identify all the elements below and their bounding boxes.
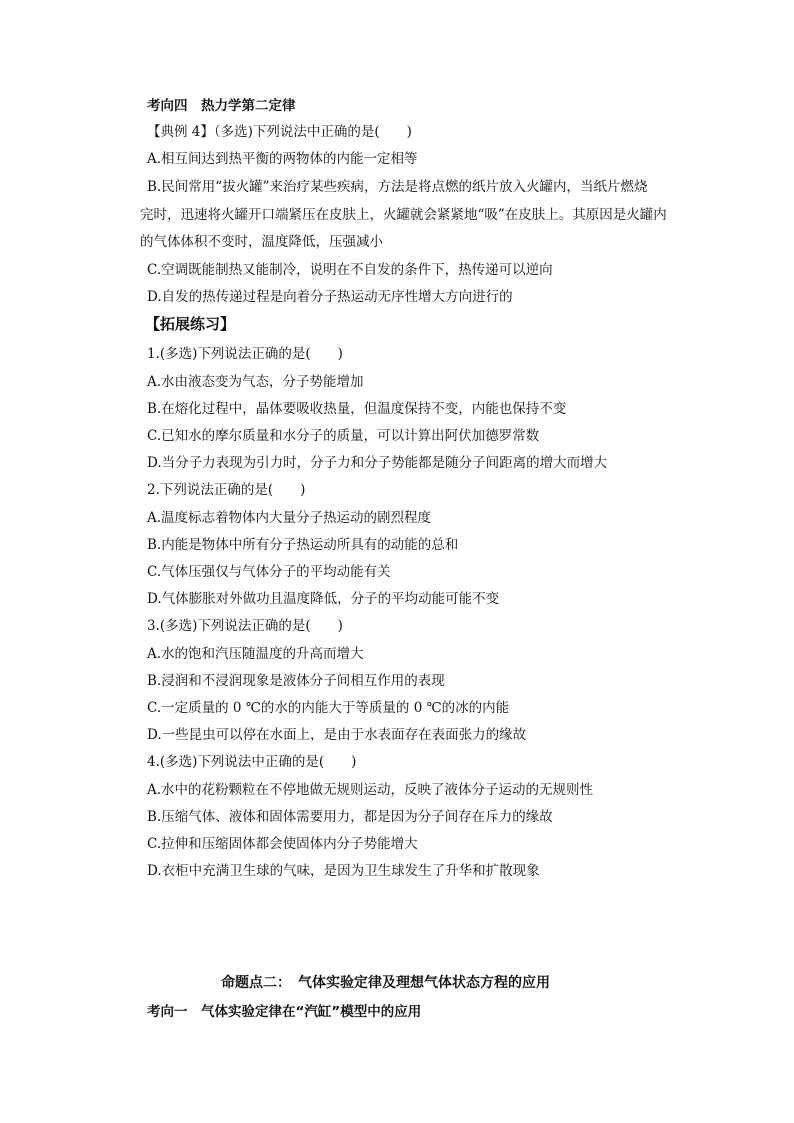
q4-option-a: A.水中的花粉颗粒在不停地做无规则运动，反映了液体分子运动的无规则性 [147, 782, 594, 798]
option-b-line-1: B.民间常用“拔火罐”来治疗某些疾病，方法是将点燃的纸片放入火罐内，当纸片燃烧 [147, 179, 648, 195]
q2-option-a: A.温度标志着物体内大量分子热运动的剧烈程度 [147, 510, 432, 526]
option-d: D.自发的热传递过程是向着分子热运动无序性增大方向进行的 [147, 289, 513, 305]
q1-option-c: C.已知水的摩尔质量和水分子的质量，可以计算出阿伏加德罗常数 [147, 428, 540, 444]
option-c: C.空调既能制热又能制冷，说明在不自发的条件下，热传递可以逆向 [147, 262, 553, 278]
option-a: A.相互间达到热平衡的两物体的内能一定相等 [147, 151, 418, 167]
q3-option-c: C.一定质量的 0 ℃的水的内能大于等质量的 0 ℃的冰的内能 [147, 700, 510, 716]
q4-option-b: B.压缩气体、液体和固体需要用力，都是因为分子间存在斥力的缘故 [147, 809, 553, 825]
q2-option-d: D.气体膨胀对外做功且温度降低，分子的平均动能可能不变 [147, 591, 500, 607]
q2-option-c: C.气体压强仅与气体分子的平均动能有关 [147, 564, 391, 580]
option-b-line-2: 完时，迅速将火罐开口端紧压在皮肤上，火罐就会紧紧地“吸”在皮肤上。其原因是火罐内 [140, 207, 667, 223]
q4-option-d: D.衣柜中充满卫生球的气味，是因为卫生球发生了升华和扩散现象 [147, 863, 540, 879]
q3-stem: 3.(多选)下列说法正确的是( ) [147, 618, 343, 634]
example-stem: 【典例 4】（多选)下列说法中正确的是( ) [147, 124, 412, 140]
section-title: 考向四 热力学第二定律 [147, 98, 296, 114]
q2-option-b: B.内能是物体中所有分子热运动所具有的动能的总和 [147, 537, 459, 553]
proposition-two-title: 命题点二： 气体实验定律及理想气体状态方程的应用 [221, 975, 550, 991]
option-b-line-3: 的气体体积不变时，温度降低，压强减小 [140, 234, 383, 250]
direction-one-subtitle: 考向一 气体实验定律在“汽缸”模型中的应用 [147, 1004, 422, 1020]
q1-option-b: B.在熔化过程中，晶体要吸收热量，但温度保持不变，内能也保持不变 [147, 401, 567, 417]
q3-option-a: A.水的饱和汽压随温度的升高而增大 [147, 646, 364, 662]
q1-option-d: D.当分子力表现为引力时，分子力和分子势能都是随分子间距离的增大而增大 [147, 455, 608, 471]
q4-stem: 4.(多选)下列说法中正确的是( ) [147, 754, 357, 770]
q1-option-a: A.水由液态变为气态，分子势能增加 [147, 374, 364, 390]
q2-stem: 2.下列说法正确的是( ) [147, 482, 306, 498]
q3-option-d: D.一些昆虫可以停在水面上，是由于水表面存在表面张力的缘故 [147, 727, 527, 743]
q3-option-b: B.浸润和不浸润现象是液体分子间相互作用的表现 [147, 673, 445, 689]
q4-option-c: C.拉伸和压缩固体都会使固体内分子势能增大 [147, 836, 418, 852]
extension-heading: 【拓展练习】 [145, 315, 236, 333]
q1-stem: 1.(多选)下列说法正确的是( ) [147, 346, 343, 362]
